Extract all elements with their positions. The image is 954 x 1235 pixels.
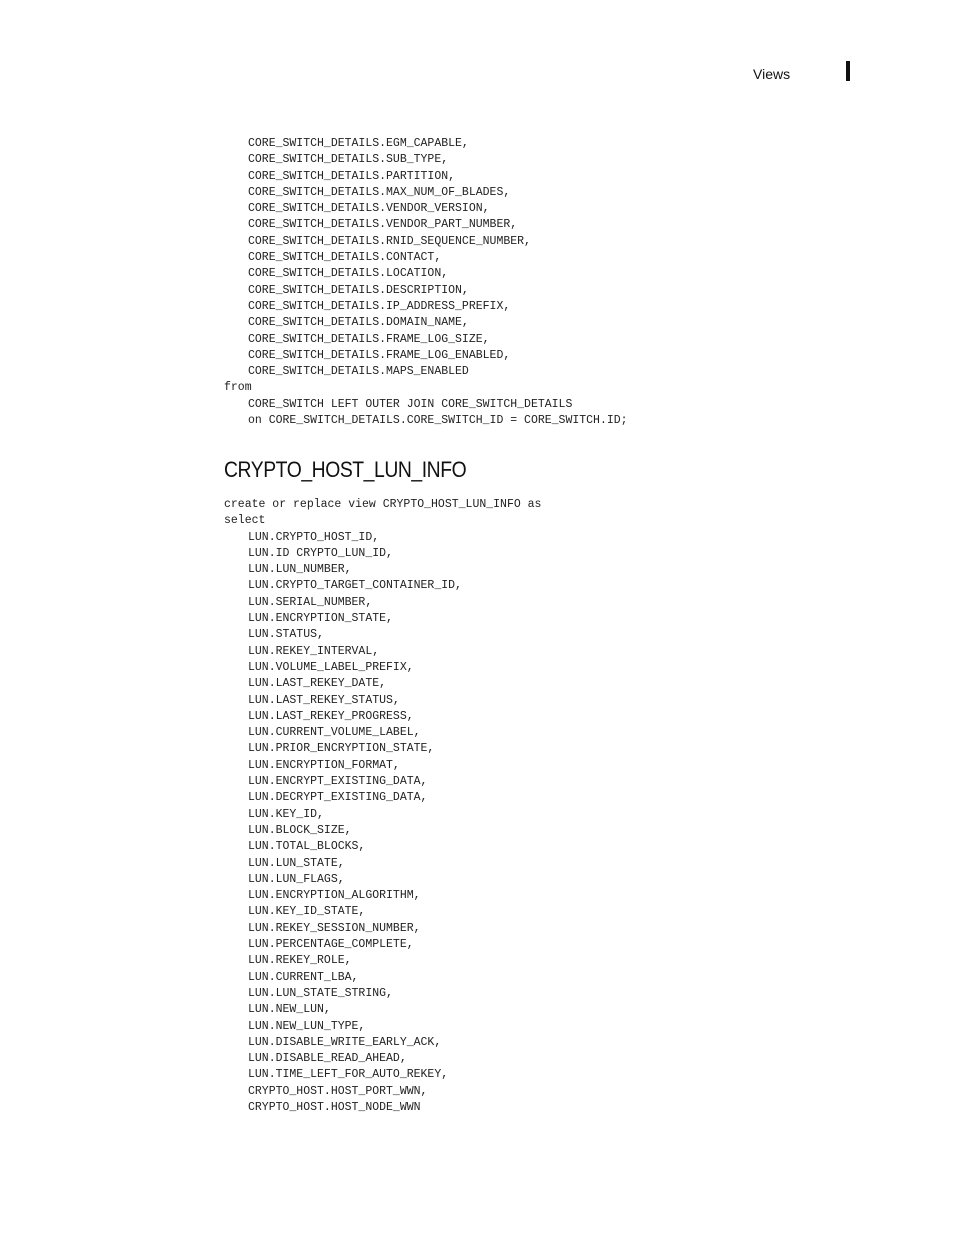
code-line: LUN.NEW_LUN,	[248, 1003, 331, 1017]
code-line: LUN.CRYPTO_TARGET_CONTAINER_ID,	[248, 579, 462, 593]
code-line: LUN.CURRENT_VOLUME_LABEL,	[248, 726, 421, 740]
code-line: LUN.LUN_STATE,	[248, 856, 345, 870]
code-line: on CORE_SWITCH_DETAILS.CORE_SWITCH_ID = CORE_SWITCH.ID;	[248, 414, 628, 428]
code-line: CORE_SWITCH_DETAILS.RNID_SEQUENCE_NUMBER,	[248, 234, 531, 248]
code-line: CRYPTO_HOST.HOST_NODE_WWN	[248, 1100, 421, 1114]
code-line: LUN.REKEY_SESSION_NUMBER,	[248, 921, 421, 935]
code-line: CORE_SWITCH_DETAILS.LOCATION,	[248, 267, 449, 281]
code-line: CORE_SWITCH_DETAILS.MAPS_ENABLED	[248, 365, 469, 379]
code-line: CORE_SWITCH_DETAILS.PARTITION,	[248, 169, 456, 183]
code-line: LUN.SERIAL_NUMBER,	[248, 595, 373, 609]
code-line: CORE_SWITCH_DETAILS.MAX_NUM_OF_BLADES,	[248, 185, 511, 199]
code-line: LUN.ENCRYPTION_ALGORITHM,	[248, 889, 421, 903]
code-line: LUN.ENCRYPTION_STATE,	[248, 612, 393, 626]
code-line: LUN.LAST_REKEY_PROGRESS,	[248, 709, 414, 723]
code-block-core-switch	[224, 136, 628, 429]
code-line: LUN.NEW_LUN_TYPE,	[248, 1019, 366, 1033]
code-line: CORE_SWITCH_DETAILS.IP_ADDRESS_PREFIX,	[248, 299, 511, 313]
code-line: CORE_SWITCH_DETAILS.FRAME_LOG_SIZE,	[248, 332, 490, 346]
code-line: LUN.LAST_REKEY_DATE,	[248, 677, 387, 691]
code-line: LUN.KEY_ID,	[248, 807, 324, 821]
code-line: LUN.LUN_FLAGS,	[248, 872, 345, 886]
code-line: CORE_SWITCH_DETAILS.VENDOR_VERSION,	[248, 202, 490, 216]
code-line: LUN.ENCRYPTION_FORMAT,	[248, 758, 400, 772]
code-line: LUN.LUN_STATE_STRING,	[248, 986, 393, 1000]
code-line: CORE_SWITCH_DETAILS.EGM_CAPABLE,	[248, 137, 469, 150]
code-line: LUN.CRYPTO_HOST_ID,	[248, 530, 380, 544]
code-line: CORE_SWITCH_DETAILS.VENDOR_PART_NUMBER,	[248, 218, 518, 232]
code-line: CORE_SWITCH_DETAILS.CONTACT,	[248, 251, 442, 265]
code-line: LUN.PERCENTAGE_COMPLETE,	[248, 938, 414, 952]
code-line: create or replace view CRYPTO_HOST_LUN_INFO as	[224, 498, 542, 511]
code-line: LUN.DISABLE_WRITE_EARLY_ACK,	[248, 1035, 442, 1049]
code-line: LUN.ID CRYPTO_LUN_ID,	[248, 546, 393, 560]
code-line: LUN.DECRYPT_EXISTING_DATA,	[248, 791, 428, 805]
code-line: LUN.DISABLE_READ_AHEAD,	[248, 1052, 407, 1066]
code-line: LUN.ENCRYPT_EXISTING_DATA,	[248, 775, 428, 789]
code-line: LUN.REKEY_INTERVAL,	[248, 644, 380, 658]
code-line: CORE_SWITCH_DETAILS.DESCRIPTION,	[248, 283, 469, 297]
code-line: LUN.LAST_REKEY_STATUS,	[248, 693, 400, 707]
code-line: LUN.STATUS,	[248, 628, 324, 642]
code-line: LUN.TIME_LEFT_FOR_AUTO_REKEY,	[248, 1068, 449, 1082]
code-line: LUN.REKEY_ROLE,	[248, 954, 352, 968]
code-line: CORE_SWITCH_DETAILS.DOMAIN_NAME,	[248, 316, 469, 330]
code-line: CORE_SWITCH_DETAILS.FRAME_LOG_ENABLED,	[248, 348, 511, 362]
running-header: Views	[753, 66, 791, 82]
code-line: CORE_SWITCH LEFT OUTER JOIN CORE_SWITCH_DETAILS	[248, 397, 573, 411]
header-rule	[846, 61, 850, 81]
code-line: LUN.BLOCK_SIZE,	[248, 823, 352, 837]
code-line: select	[224, 514, 266, 528]
section-title: CRYPTO_HOST_LUN_INFO	[224, 457, 467, 482]
code-line: LUN.VOLUME_LABEL_PREFIX,	[248, 660, 414, 674]
code-line: from	[224, 381, 252, 395]
code-block-crypto-host-lun-info	[224, 497, 541, 1116]
code-line: LUN.PRIOR_ENCRYPTION_STATE,	[248, 742, 435, 756]
code-line: CRYPTO_HOST.HOST_PORT_WWN,	[248, 1084, 428, 1098]
code-line: LUN.LUN_NUMBER,	[248, 563, 352, 577]
code-line: LUN.CURRENT_LBA,	[248, 970, 359, 984]
code-line: LUN.TOTAL_BLOCKS,	[248, 840, 366, 854]
code-line: CORE_SWITCH_DETAILS.SUB_TYPE,	[248, 153, 449, 167]
code-line: LUN.KEY_ID_STATE,	[248, 905, 366, 919]
